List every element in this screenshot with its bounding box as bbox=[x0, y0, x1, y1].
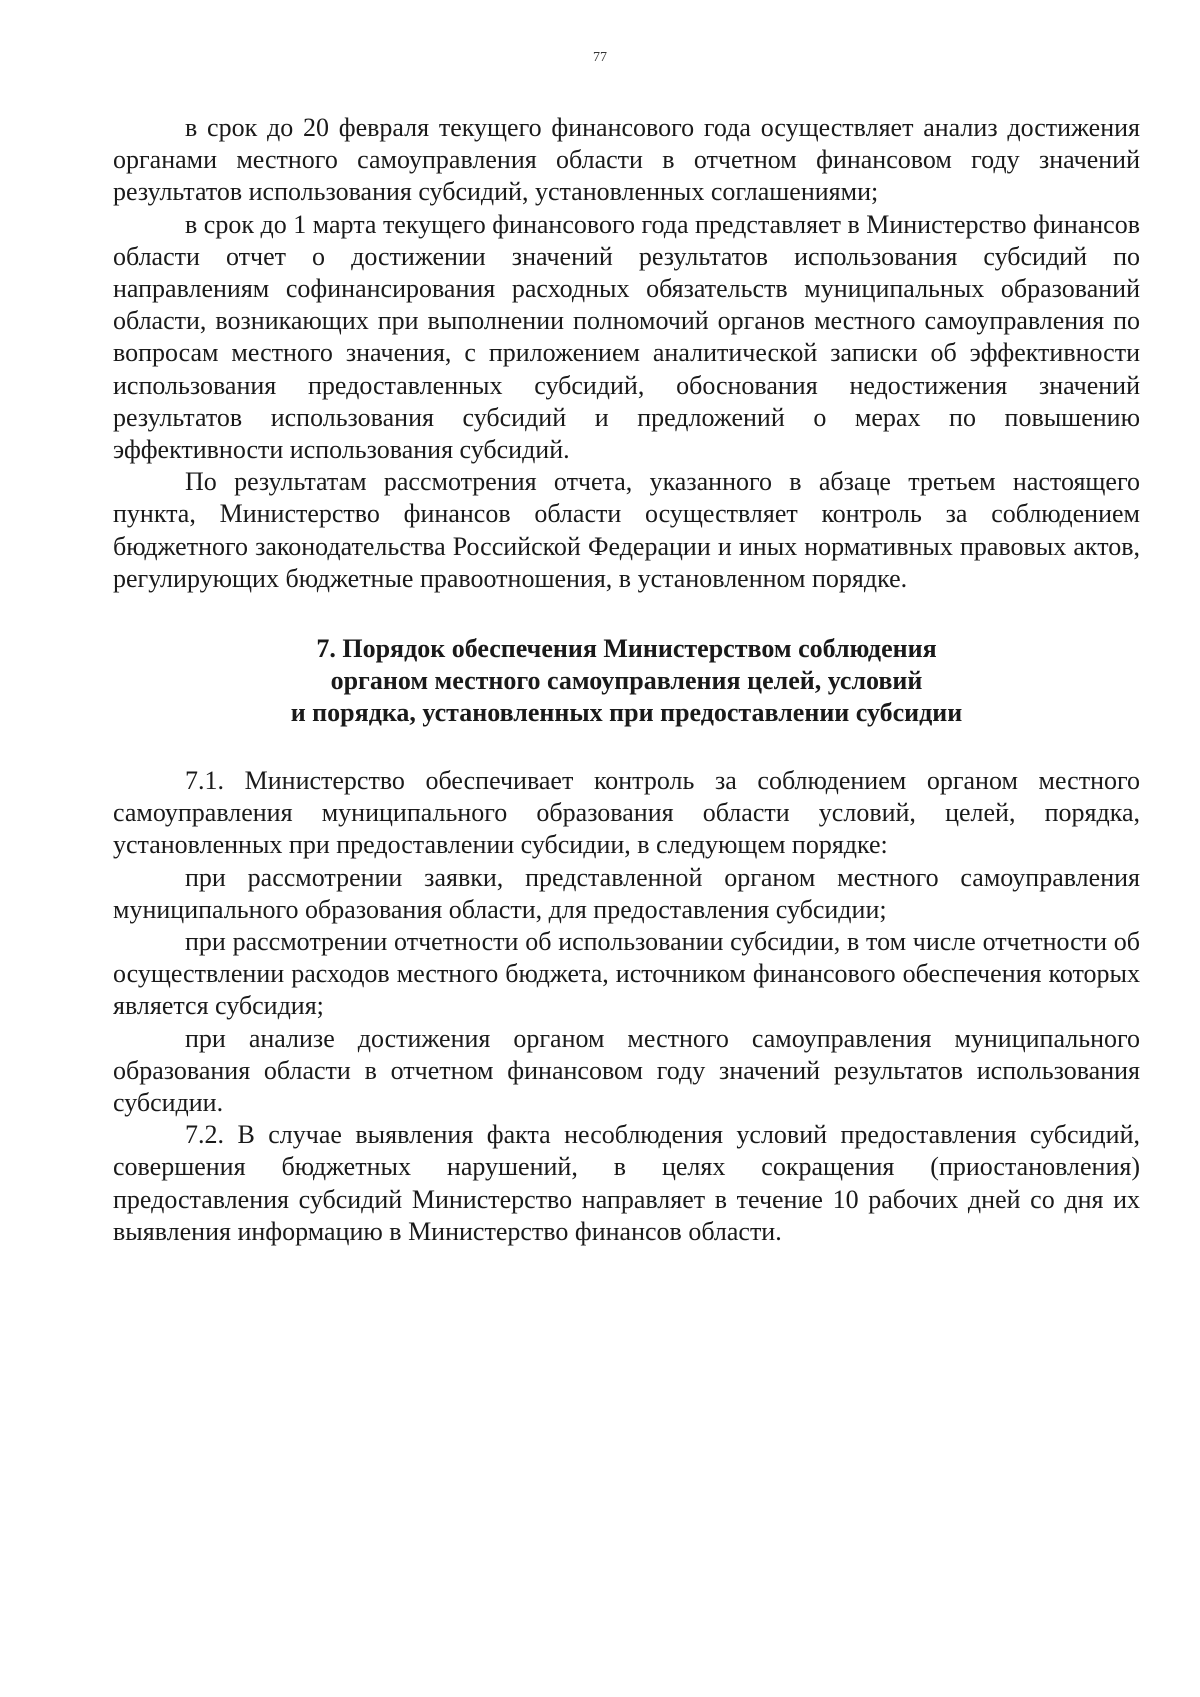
section-title bbox=[113, 633, 1140, 729]
paragraph: в срок до 1 марта текущего финансового года представляет в Министерство финансов области отчет о достижении значений результатов использования субсидий по направлениям софинансирования расходных обязательств муниципальных образований области, возникающих при выполнении полномочий органов местного самоуправления по вопросам местного значения, с приложением аналитической записки об эффективности использования предоставленных субсидий, обоснования недостижения значений результатов использования субсидий и предложений о мерах по повышению эффективности использования субсидий. bbox=[113, 209, 1140, 465]
paragraph: 7.1. Министерство обеспечивает контроль за соблюдением органом местного самоуправления муниципального образования области условий, целей, порядка, установленных при предоставлении субсидии, в следующем порядке: bbox=[113, 766, 1140, 860]
section-title-line: органом местного самоуправления целей, условий bbox=[330, 666, 923, 696]
paragraph: По результатам рассмотрения отчета, указанного в абзаце третьем настоящего пункта, Министерство финансов области осуществляет контроль за соблюдением бюджетного законодательства Российской Федерации и иных нормативных правовых актов, регулирующих бюджетные правоотношения, в установленном порядке. bbox=[113, 467, 1140, 593]
section-title-line: и порядка, установленных при предоставлении субсидии bbox=[290, 698, 963, 728]
page-number: 77 bbox=[593, 50, 607, 65]
paragraph: при рассмотрении заявки, представленной органом местного самоуправления муниципального образования области, для предоставления субсидии; bbox=[113, 862, 1140, 924]
paragraph: при анализе достижения органом местного самоуправления муниципального образования области в отчетном финансовом году значений результатов использования субсидии. bbox=[113, 1023, 1140, 1118]
paragraph: в срок до 20 февраля текущего финансового года осуществляет анализ достижения органами местного самоуправления области в отчетном финансовом году значений результатов использования субсидий, установленных соглашениями; bbox=[113, 113, 1140, 207]
section-title-line: 7. Порядок обеспечения Министерством соблюдения bbox=[316, 634, 937, 664]
paragraph: при рассмотрении отчетности об использовании субсидии, в том числе отчетности об осуществлении расходов местного бюджета, источником финансового обеспечения которых является субсидия; bbox=[113, 927, 1140, 1021]
document-body bbox=[113, 112, 1140, 1248]
paragraph: 7.2. В случае выявления факта несоблюдения условий предоставления субсидий, совершения бюджетных нарушений, в целях сокращения (приостановления) предоставления субсидий Министерство направляет в течение 10 рабочих дней со дня их выявления информацию в Министерство финансов области. bbox=[113, 1120, 1140, 1246]
